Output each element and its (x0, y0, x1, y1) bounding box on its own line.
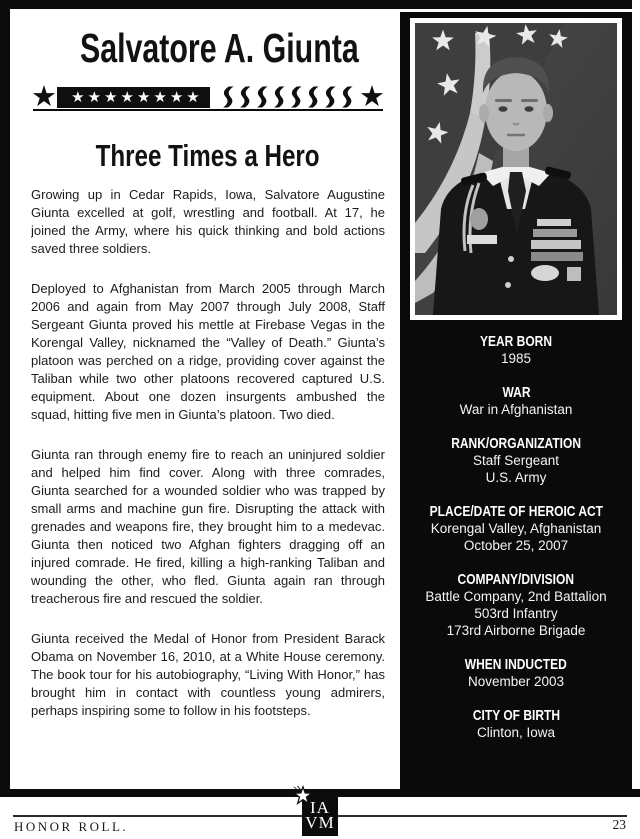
sidebar-field-rank-organization (400, 435, 632, 486)
sidebar-field-place-date (400, 503, 632, 554)
field-value: War in Afghanistan (459, 402, 573, 417)
sidebar-field-company-division (400, 571, 632, 639)
wave-stripe-icon (322, 84, 336, 110)
wave-stripe-icon (271, 84, 285, 110)
logo-text-bottom: VM (305, 812, 335, 832)
stripe-waves (220, 84, 357, 110)
field-value: October 25, 2007 (463, 538, 569, 553)
article-paragraph: Giunta ran through enemy fire to reach an uninjured soldier and helped him find cover. Along with three comrades, Giunta searched for a wounded soldier who was trapped by small arms and machine gun fire. Disrupting the attack with grenades and weapons fire, they brought him to a medevac. Giunta then noticed two Afghan fighters dragging off an injured comrade. He fired, killing a high-ranking Taliban and wounding the other, who fled. Giunta again ran through treacherous fire and rescued the soldier. (31, 447, 385, 607)
wave-stripe-icon (339, 84, 353, 110)
wave-stripe-icon (254, 84, 268, 110)
field-value: U.S. Army (485, 470, 547, 485)
sidebar-field-year-born (400, 333, 632, 367)
page-border-top (0, 0, 632, 9)
star-icon: ★ (31, 80, 57, 113)
field-label: YEAR BORN (479, 333, 552, 350)
sidebar-field-city-of-birth (400, 707, 632, 741)
page-border-left (0, 0, 10, 797)
star-icon: ★ (169, 88, 184, 106)
iavm-logo (302, 793, 338, 836)
logo-star-icon (292, 785, 314, 807)
page-title (31, 27, 385, 70)
article-body (31, 186, 385, 788)
portrait-photo (415, 23, 617, 315)
field-label: WHEN INDUCTED (465, 656, 567, 673)
field-value: Staff Sergeant (472, 453, 560, 468)
field-label: WAR (502, 384, 530, 401)
star-icon: ★ (153, 88, 167, 106)
star-icon: ★ (104, 88, 118, 106)
field-value: Clinton, Iowa (476, 725, 556, 740)
field-label: CITY OF BIRTH (472, 707, 560, 724)
wave-stripe-icon (305, 84, 319, 110)
field-label: PLACE/DATE OF HEROIC ACT (429, 503, 603, 520)
sidebar-field-when-inducted (400, 656, 632, 690)
field-label: COMPANY/DIVISION (457, 571, 575, 588)
sidebar-field-war (400, 384, 632, 418)
page-title-text: Salvatore A. Giunta (79, 25, 359, 71)
star-icon: ★ (71, 88, 85, 106)
portrait-photo-frame (410, 18, 622, 320)
article-column (31, 9, 385, 788)
article-heading (31, 138, 385, 174)
sidebar-fields (400, 333, 632, 741)
field-value: Battle Company, 2nd Battalion (425, 589, 607, 604)
logo-text-top: IA (310, 797, 330, 817)
wave-stripe-icon (237, 84, 251, 110)
page-number: 23 (612, 817, 626, 832)
star-icon: ★ (136, 88, 151, 106)
wave-stripe-icon (288, 84, 302, 110)
article-paragraph: Growing up in Cedar Rapids, Iowa, Salvatore Augustine Giunta excelled at golf, wrestling and football. At 17, he joined the Army, where his quick thinking and bold actions saved three soldiers. (31, 187, 385, 257)
sidebar-panel (400, 12, 632, 789)
field-value: November 2003 (467, 674, 565, 689)
article-heading-text: Three Times a Hero (95, 138, 320, 174)
star-icon: ★ (120, 88, 134, 106)
article-paragraph: Deployed to Afghanistan from March 2005 through March 2006 and again from May 2007 through July 2008, Staff Sergeant Giunta proved his mettle at Firebase Vegas in the Korengal Valley, nicknamed the “Valley of Death.” Giunta’s platoon was perched on a ridge, providing cover against the Taliban while two other platoons recovered captured U.S. equipment. About one dozen insurgents ambushed the squad, hitting five men in Giunta’s platoon. Two died. (31, 281, 385, 423)
footer (0, 797, 640, 839)
article-paragraph: Giunta received the Medal of Honor from President Barack Obama on November 16, 2010, at a White House ceremony. The book tour for his autobiography, “Living With Honor,” has brought him in contact with countless young admirers, perhaps inspiring some to follow in his footsteps. (31, 631, 385, 719)
field-value: 503rd Infantry (474, 606, 558, 621)
star-icon: ★ (359, 80, 385, 113)
field-label: RANK/ORGANIZATION (451, 435, 581, 452)
star-band (31, 80, 385, 113)
wave-stripe-icon (220, 84, 234, 110)
star-band-rule (33, 109, 383, 111)
star-icon: ★ (186, 88, 200, 106)
field-value: 173rd Airborne Brigade (446, 623, 586, 638)
honor-roll-label: HONOR ROLL. (14, 819, 129, 834)
field-value: Korengal Valley, Afghanistan (430, 521, 602, 536)
field-value: 1985 (500, 351, 532, 366)
star-bar (57, 87, 210, 108)
star-icon: ★ (87, 88, 102, 106)
